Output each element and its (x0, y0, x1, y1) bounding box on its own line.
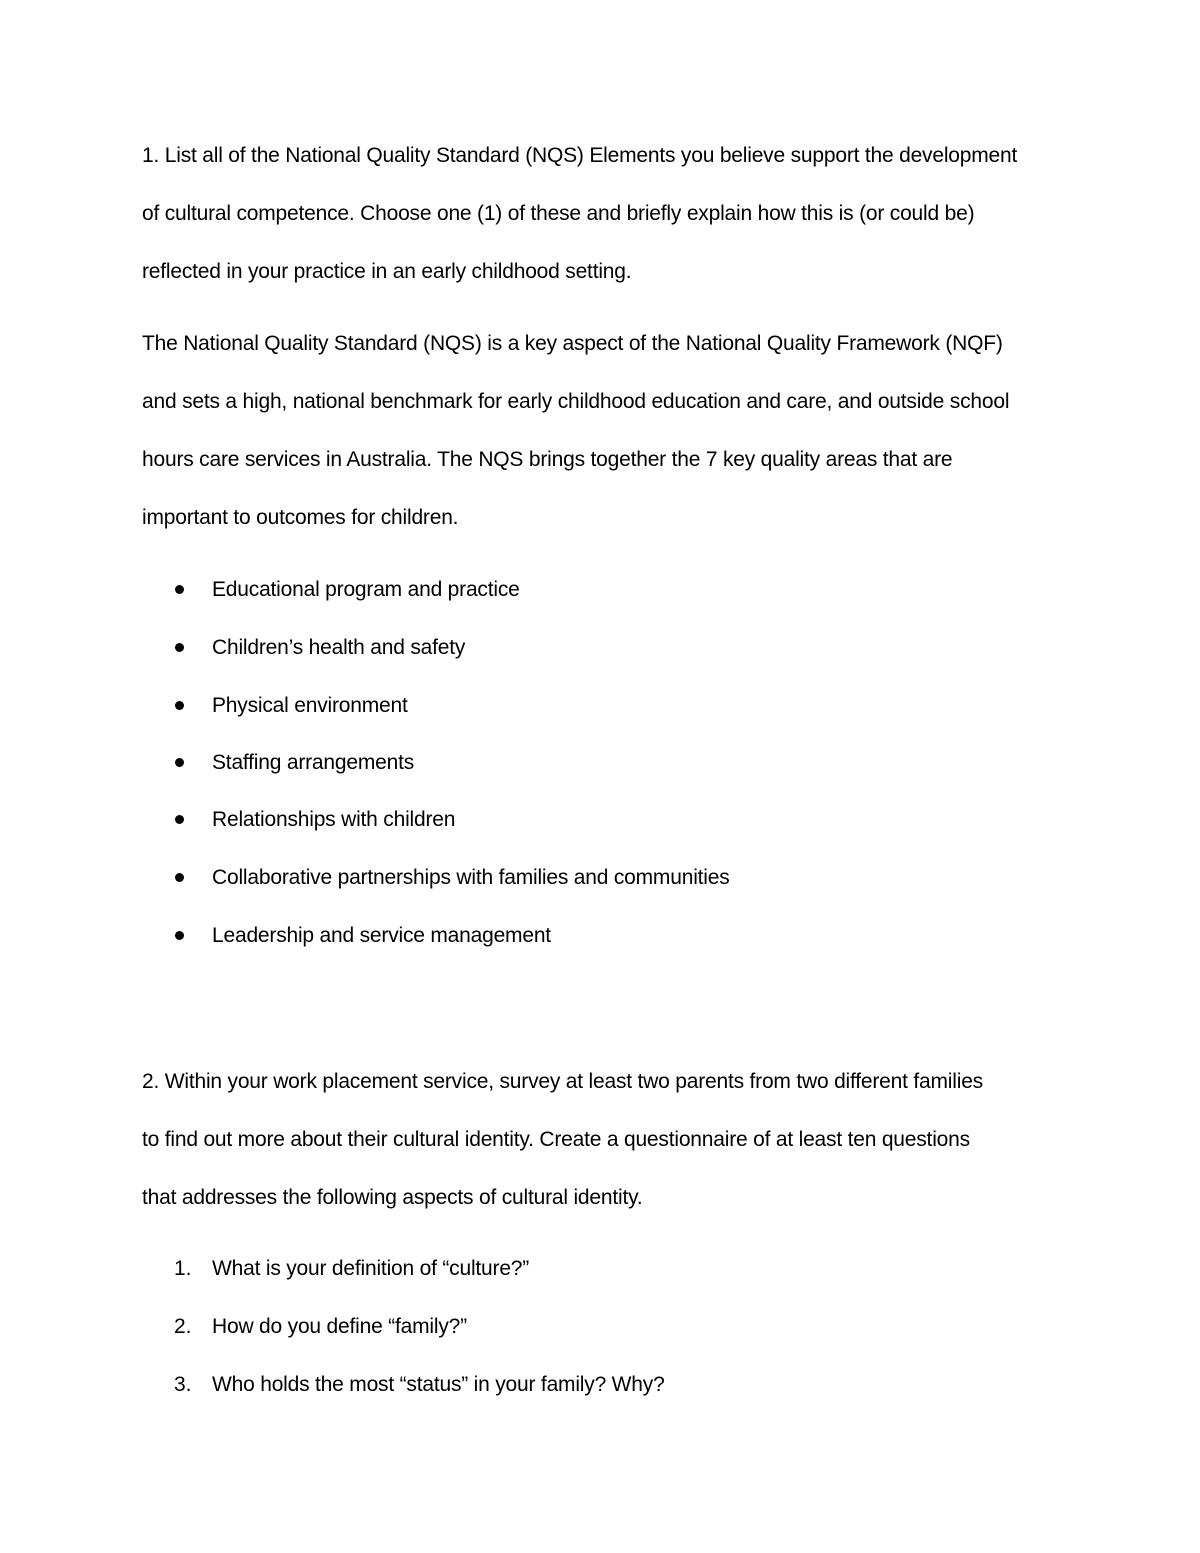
quality-area-item: Physical environment (212, 694, 408, 717)
question1-line-1: 1. List all of the National Quality Standard (NQS) Elements you believe support the development (142, 144, 1018, 167)
question2-line-1: 2. Within your work placement service, survey at least two parents from two different families (142, 1070, 983, 1093)
list-number: 3. (174, 1373, 192, 1396)
quality-area-item: Leadership and service management (212, 924, 551, 947)
bullet-icon (175, 815, 184, 824)
bullet-icon (175, 758, 184, 767)
bullet-icon (175, 873, 184, 882)
quality-area-item: Collaborative partnerships with families and communities (212, 866, 730, 889)
question1-line-2: of cultural competence. Choose one (1) of these and briefly explain how this is (or could be) (142, 202, 975, 225)
answer1-line-4: important to outcomes for children. (142, 506, 459, 529)
quality-area-item: Educational program and practice (212, 578, 520, 601)
bullet-icon (175, 701, 184, 710)
answer1-line-2: and sets a high, national benchmark for early childhood education and care, and outside school (142, 390, 1010, 413)
questionnaire-item: How do you define “family?” (212, 1315, 467, 1338)
list-number: 1. (174, 1257, 192, 1280)
question1-line-3: reflected in your practice in an early childhood setting. (142, 260, 632, 283)
question2-line-3: that addresses the following aspects of cultural identity. (142, 1186, 643, 1209)
questionnaire-item: What is your definition of “culture?” (212, 1257, 530, 1280)
quality-area-item: Staffing arrangements (212, 751, 415, 774)
list-number: 2. (174, 1315, 192, 1338)
bullet-icon (175, 585, 184, 594)
answer1-line-1: The National Quality Standard (NQS) is a key aspect of the National Quality Framework (NQF) (142, 332, 1003, 355)
bullet-icon (175, 643, 184, 652)
answer1-line-3: hours care services in Australia. The NQS brings together the 7 key quality areas that are (142, 448, 953, 471)
quality-area-item: Relationships with children (212, 808, 456, 831)
questionnaire-item: Who holds the most “status” in your family? Why? (212, 1373, 665, 1396)
question2-line-2: to find out more about their cultural identity. Create a questionnaire of at least ten questions (142, 1128, 970, 1151)
bullet-icon (175, 931, 184, 940)
quality-area-item: Children’s health and safety (212, 636, 466, 659)
